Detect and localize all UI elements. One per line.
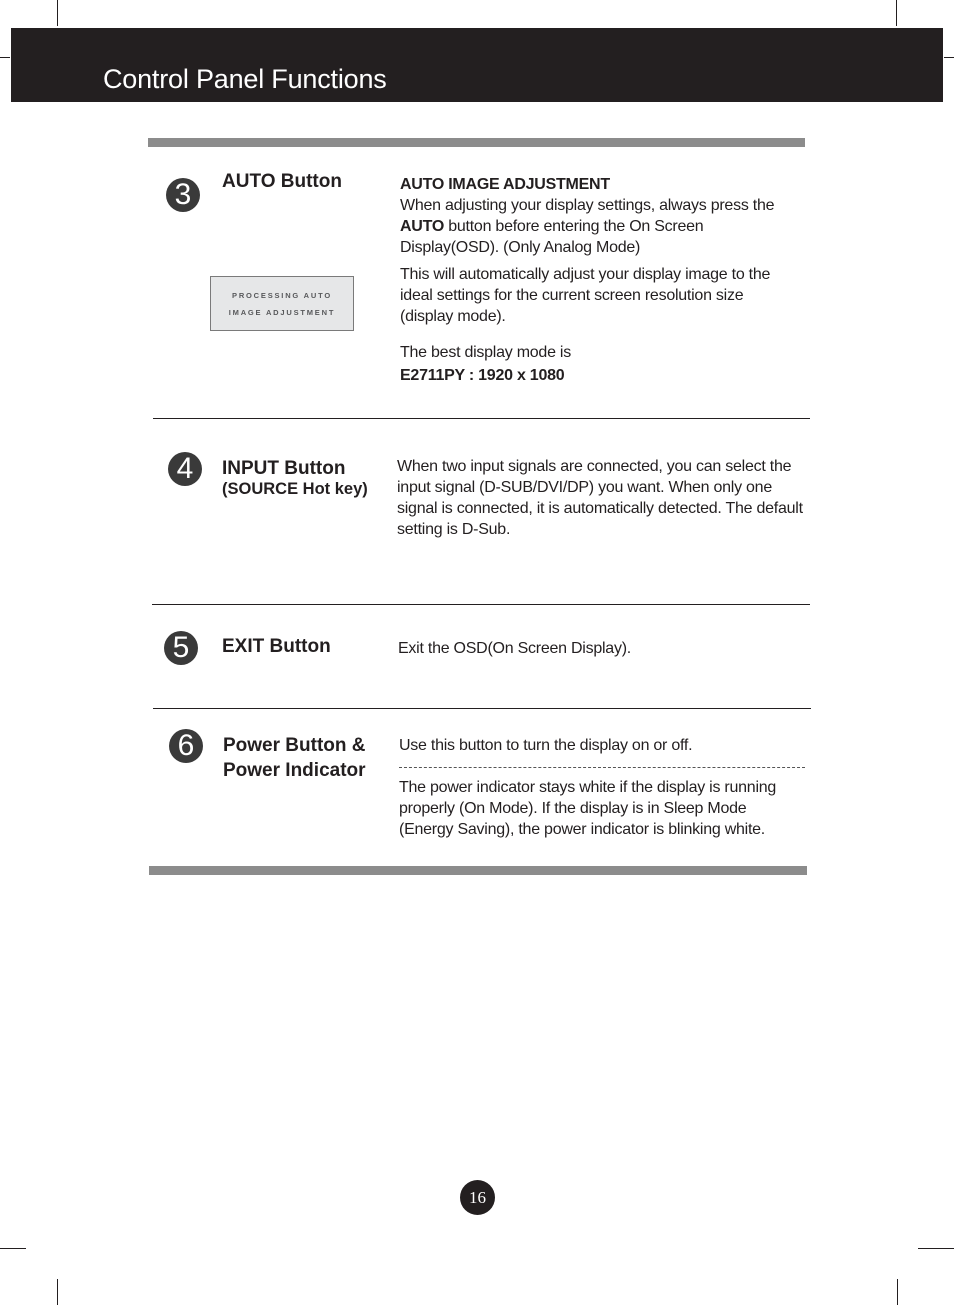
top-divider-bar [148, 138, 805, 147]
auto-button-title: AUTO Button [222, 171, 342, 192]
input-button-title: INPUT Button [222, 458, 346, 479]
bottom-divider-bar [149, 866, 807, 875]
osd-line: PROCESSING AUTO [232, 291, 332, 300]
best-display-mode-label: The best display mode is [400, 344, 571, 361]
page-header [11, 28, 943, 102]
crop-mark [0, 1248, 26, 1249]
text-segment: button before entering the On Screen Display(OSD). (Only Analog Mode) [400, 218, 704, 256]
section-number-5: 5 [164, 631, 198, 665]
section-divider [152, 604, 810, 605]
crop-mark [57, 0, 58, 26]
exit-button-description: Exit the OSD(On Screen Display). [398, 640, 631, 657]
crop-mark [896, 0, 897, 26]
power-indicator-description: The power indicator stays white if the display is running properly (On Mode). If the display is in Sleep Mode (Energy Saving), the power indicator is blinking white. [399, 779, 777, 838]
dashed-separator [399, 767, 805, 768]
section-divider [153, 418, 810, 419]
auto-adjust-heading: AUTO IMAGE ADJUSTMENT [400, 176, 610, 193]
power-button-title-line-1: Power Button & [223, 735, 366, 756]
crop-mark [944, 57, 954, 58]
page-number: 16 [460, 1180, 495, 1215]
page-title: Control Panel Functions [103, 64, 387, 94]
input-button-subtitle: (SOURCE Hot key) [222, 480, 368, 498]
crop-mark [57, 1279, 58, 1305]
best-display-mode-value: E2711PY : 1920 x 1080 [400, 367, 565, 384]
auto-keyword: AUTO [400, 218, 445, 235]
exit-button-title: EXIT Button [222, 636, 331, 657]
section-divider [153, 708, 811, 709]
input-button-description: When two input signals are connected, you can select the input signal (D-SUB/DVI/DP) you want. When only one signal is connected, it is automatically detected. The default setting is D-Sub. [397, 458, 803, 538]
section-number-4: 4 [168, 452, 202, 486]
power-button-description: Use this button to turn the display on or off. [399, 737, 693, 754]
crop-mark [0, 57, 10, 58]
osd-processing-message [210, 276, 354, 331]
section-number-6: 6 [169, 729, 203, 763]
auto-adjust-paragraph-1 [400, 195, 800, 258]
crop-mark [897, 1279, 898, 1305]
crop-mark [918, 1248, 954, 1249]
osd-line: IMAGE ADJUSTMENT [228, 308, 336, 317]
power-button-title-line-2: Power Indicator [223, 760, 366, 781]
text-segment: When adjusting your display settings, always press the [400, 197, 775, 214]
section-number-3: 3 [166, 178, 200, 212]
auto-adjust-paragraph-2: This will automatically adjust your display image to the ideal settings for the current screen resolution size (display mode). [400, 266, 771, 325]
